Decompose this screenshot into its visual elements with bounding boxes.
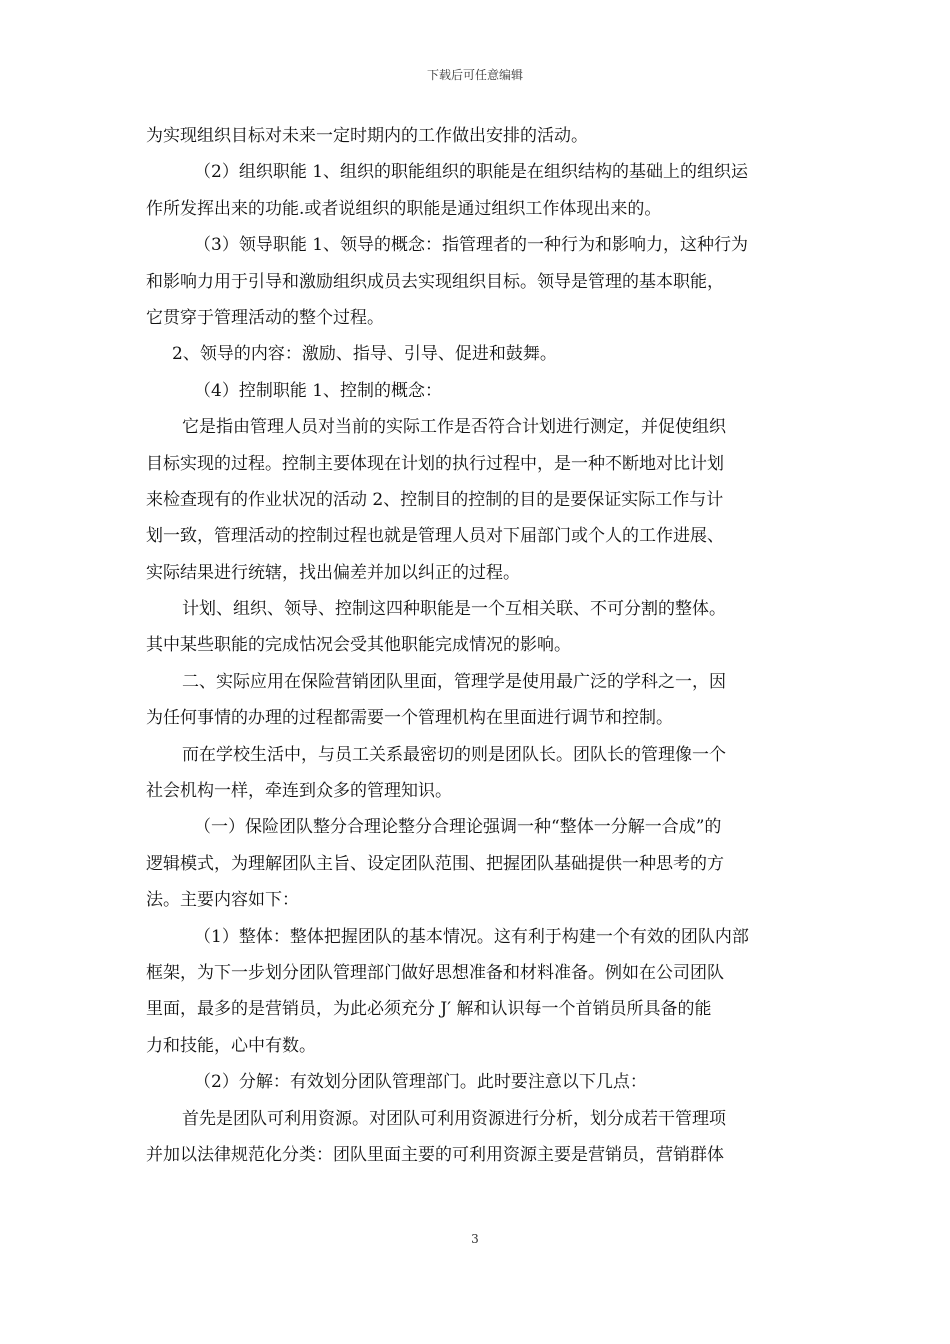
text-line: 框架，为下一步划分团队管理部门做好思想准备和材料准备。例如在公司团队 [146, 962, 724, 983]
text-line: 实际结果进行统辖，找出偏差并加以纠正的过程。 [146, 562, 520, 583]
text-line: 里面，最多的是营销员，为此必须充分 J′ 解和认识每一个首销员所具备的能 [146, 999, 712, 1020]
text-line: （2）组织职能 1、组织的职能组织的职能是在组织结构的基础上的组织运 [194, 162, 749, 183]
page-header: 下载后可任意编辑 [426, 68, 523, 82]
text-line: 划一致，管理活动的控制过程也就是管理人员对下届部门或个人的工作进展、 [146, 526, 724, 547]
text-line: （3）领导职能 1、领导的概念：指管理者的一种行为和影响力，这种行为 [194, 235, 749, 256]
text-line: 社会机构一样，牵连到众多的管理知识。 [146, 781, 452, 802]
text-line: 它贯穿于管理活动的整个过程。 [146, 307, 384, 328]
text-line: 作所发挥出来的功能.或者说组织的职能是通过组织工作体现出来的。 [146, 198, 662, 219]
text-line: 法。主要内容如下： [146, 890, 299, 911]
text-line: 而在学校生活中，与员工关系最密切的则是团队长。团队长的管理像一个 [182, 744, 726, 765]
text-line: 它是指由管理人员对当前的实际工作是否符合计划进行测定，并促使组织 [182, 417, 726, 438]
text-line: （一）保险团队整分合理论整分合理论强调一种“整体一分解一合成”的 [194, 817, 722, 838]
text-line: 首先是团队可利用资源。对团队可利用资源进行分析，划分成若干管理项 [182, 1108, 726, 1129]
text-line: 为任何事情的办理的过程都需要一个管理机构在里面进行调节和控制。 [146, 708, 673, 729]
text-line: 二、实际应用在保险营销团队里面，管理学是使用最广泛的学科之一，因 [182, 671, 726, 692]
text-line: 并加以法律规范化分类：团队里面主要的可利用资源主要是营销员，营销群体 [146, 1144, 724, 1165]
text-line: 目标实现的过程。控制主要体现在计划的执行过程中，是一种不断地对比计划 [146, 453, 724, 474]
text-line: （2）分解：有效划分团队管理部门。此时要注意以下几点： [194, 1072, 647, 1093]
text-line: 和影响力用于引导和激励组织成员去实现组织目标。领导是管理的基本职能， [146, 271, 724, 292]
text-line: 计划、组织、领导、控制这四种职能是一个互相关联、不可分割的整体。 [182, 599, 726, 620]
page-number: 3 [471, 1232, 479, 1246]
text-line: （4）控制职能 1、控制的概念： [194, 380, 443, 401]
document-body [146, 118, 806, 1173]
text-line: 逻辑模式，为理解团队主旨、设定团队范围、把握团队基础提供一种思考的方 [146, 853, 724, 874]
text-line: 来检查现有的作业状况的活动 2、控制目的控制的目的是要保证实际工作与计 [146, 489, 724, 510]
text-line: 力和技能，心中有数。 [146, 1035, 316, 1056]
text-line: 2、领导的内容：激励、指导、引导、促进和鼓舞。 [172, 344, 557, 365]
text-line: 其中某些职能的完成怙况会受其他职能完成情况的影响。 [146, 635, 571, 656]
text-line: （1）整体：整体把握团队的基本情况。这有利于构建一个有效的团队内部 [194, 926, 749, 947]
text-line: 为实现组织目标对未来一定时期内的工作做出安排的活动。 [146, 126, 588, 146]
